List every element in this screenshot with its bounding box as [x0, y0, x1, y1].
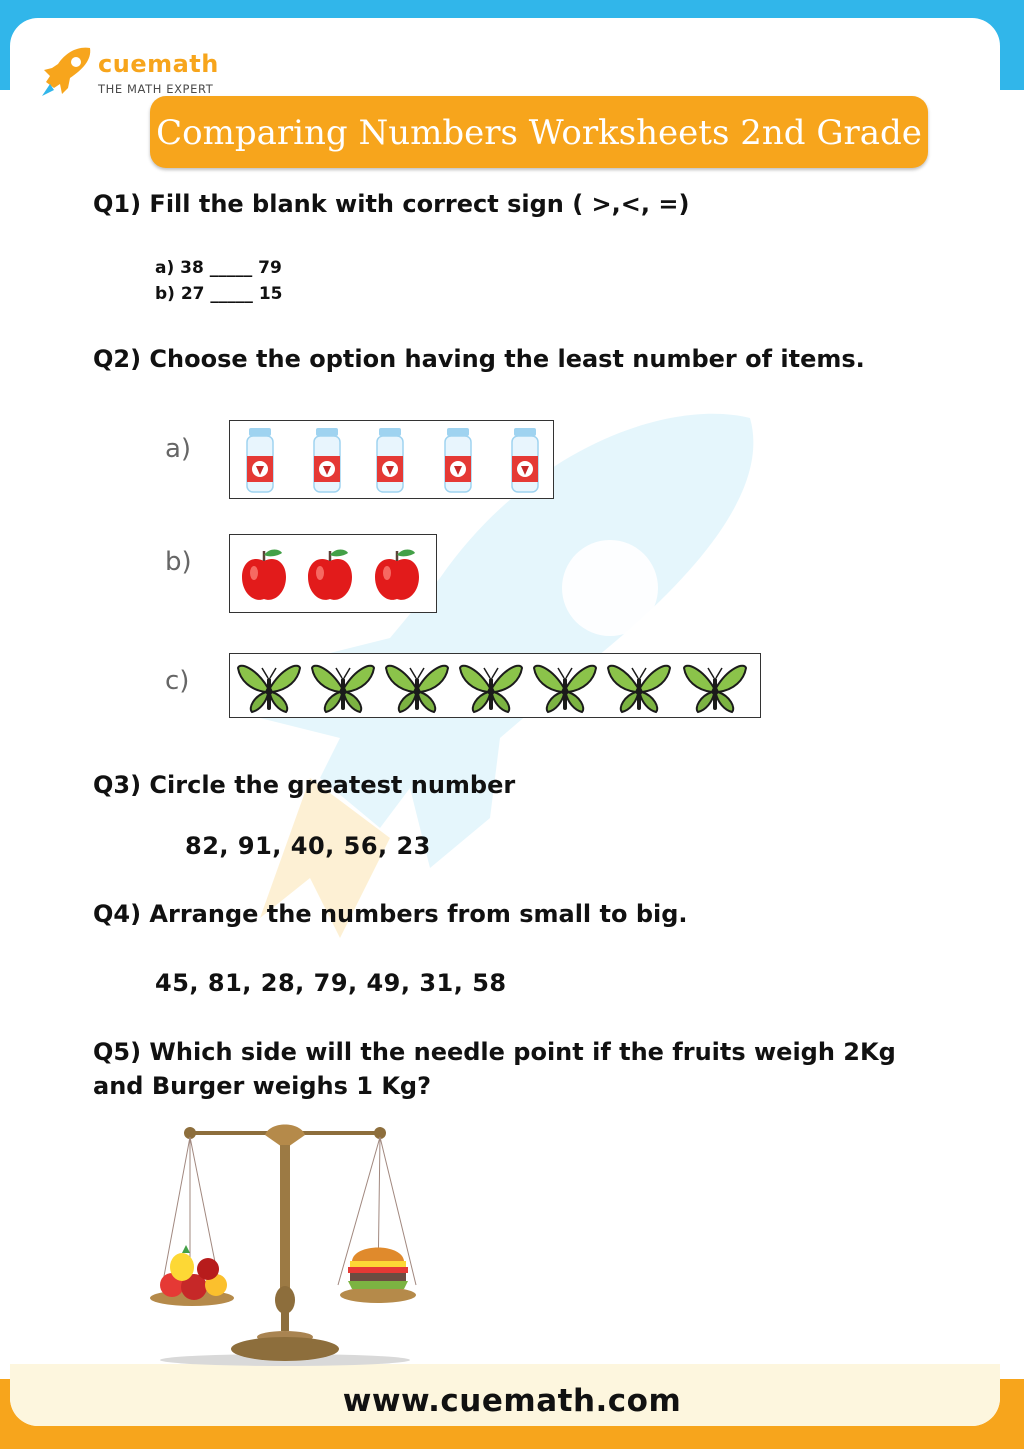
- q2-option-a-box: [229, 420, 554, 499]
- q4-numbers: 45, 81, 28, 79, 49, 31, 58: [155, 969, 507, 997]
- butterfly-icon: [386, 666, 448, 712]
- worksheet-title: Comparing Numbers Worksheets 2nd Grade: [150, 96, 928, 168]
- q2-option-b-box: [229, 534, 437, 613]
- jam-jars: [230, 421, 553, 498]
- brand-tagline: THE MATH EXPERT: [98, 82, 214, 96]
- q3-question: Q3) Circle the greatest number: [93, 771, 516, 799]
- apples: [230, 535, 436, 612]
- q4-question: Q4) Arrange the numbers from small to big.: [93, 900, 688, 928]
- jam-jar-icon: [377, 428, 403, 492]
- q5-question-line2: and Burger weighs 1 Kg?: [93, 1072, 432, 1100]
- butterfly-icon: [684, 666, 746, 712]
- brand-name: cuemath: [98, 50, 219, 78]
- q2-option-a-label: a): [165, 434, 192, 464]
- butterfly-icon: [312, 666, 374, 712]
- jam-jar-icon: [314, 428, 340, 492]
- q2-option-c-label: c): [165, 666, 190, 696]
- q2-question: Q2) Choose the option having the least number of items.: [93, 345, 865, 373]
- q5-question-line1: Q5) Which side will the needle point if the fruits weigh 2Kg: [93, 1038, 896, 1066]
- jam-jar-icon: [247, 428, 273, 492]
- q2-option-b-label: b): [165, 547, 192, 577]
- apple-icon: [375, 550, 419, 600]
- butterfly-icon: [238, 666, 300, 712]
- q2-option-c-box: [229, 653, 761, 718]
- apple-icon: [242, 550, 286, 600]
- q1-item-b: b) 27 _____ 15: [155, 284, 283, 304]
- q3-numbers: 82, 91, 40, 56, 23: [185, 832, 431, 860]
- butterfly-icon: [534, 666, 596, 712]
- jam-jar-icon: [445, 428, 471, 492]
- footer-website-link[interactable]: www.cuemath.com: [342, 1383, 682, 1419]
- apple-icon: [308, 550, 352, 600]
- q1-question: Q1) Fill the blank with correct sign ( >,<, =): [93, 190, 690, 218]
- jam-jar-icon: [512, 428, 538, 492]
- rocket-logo-icon: [38, 44, 94, 100]
- balance-scale-icon: [150, 1115, 420, 1385]
- butterfly-icon: [460, 666, 522, 712]
- butterflies: [230, 654, 760, 717]
- q1-item-a: a) 38 _____ 79: [155, 258, 282, 278]
- butterfly-icon: [608, 666, 670, 712]
